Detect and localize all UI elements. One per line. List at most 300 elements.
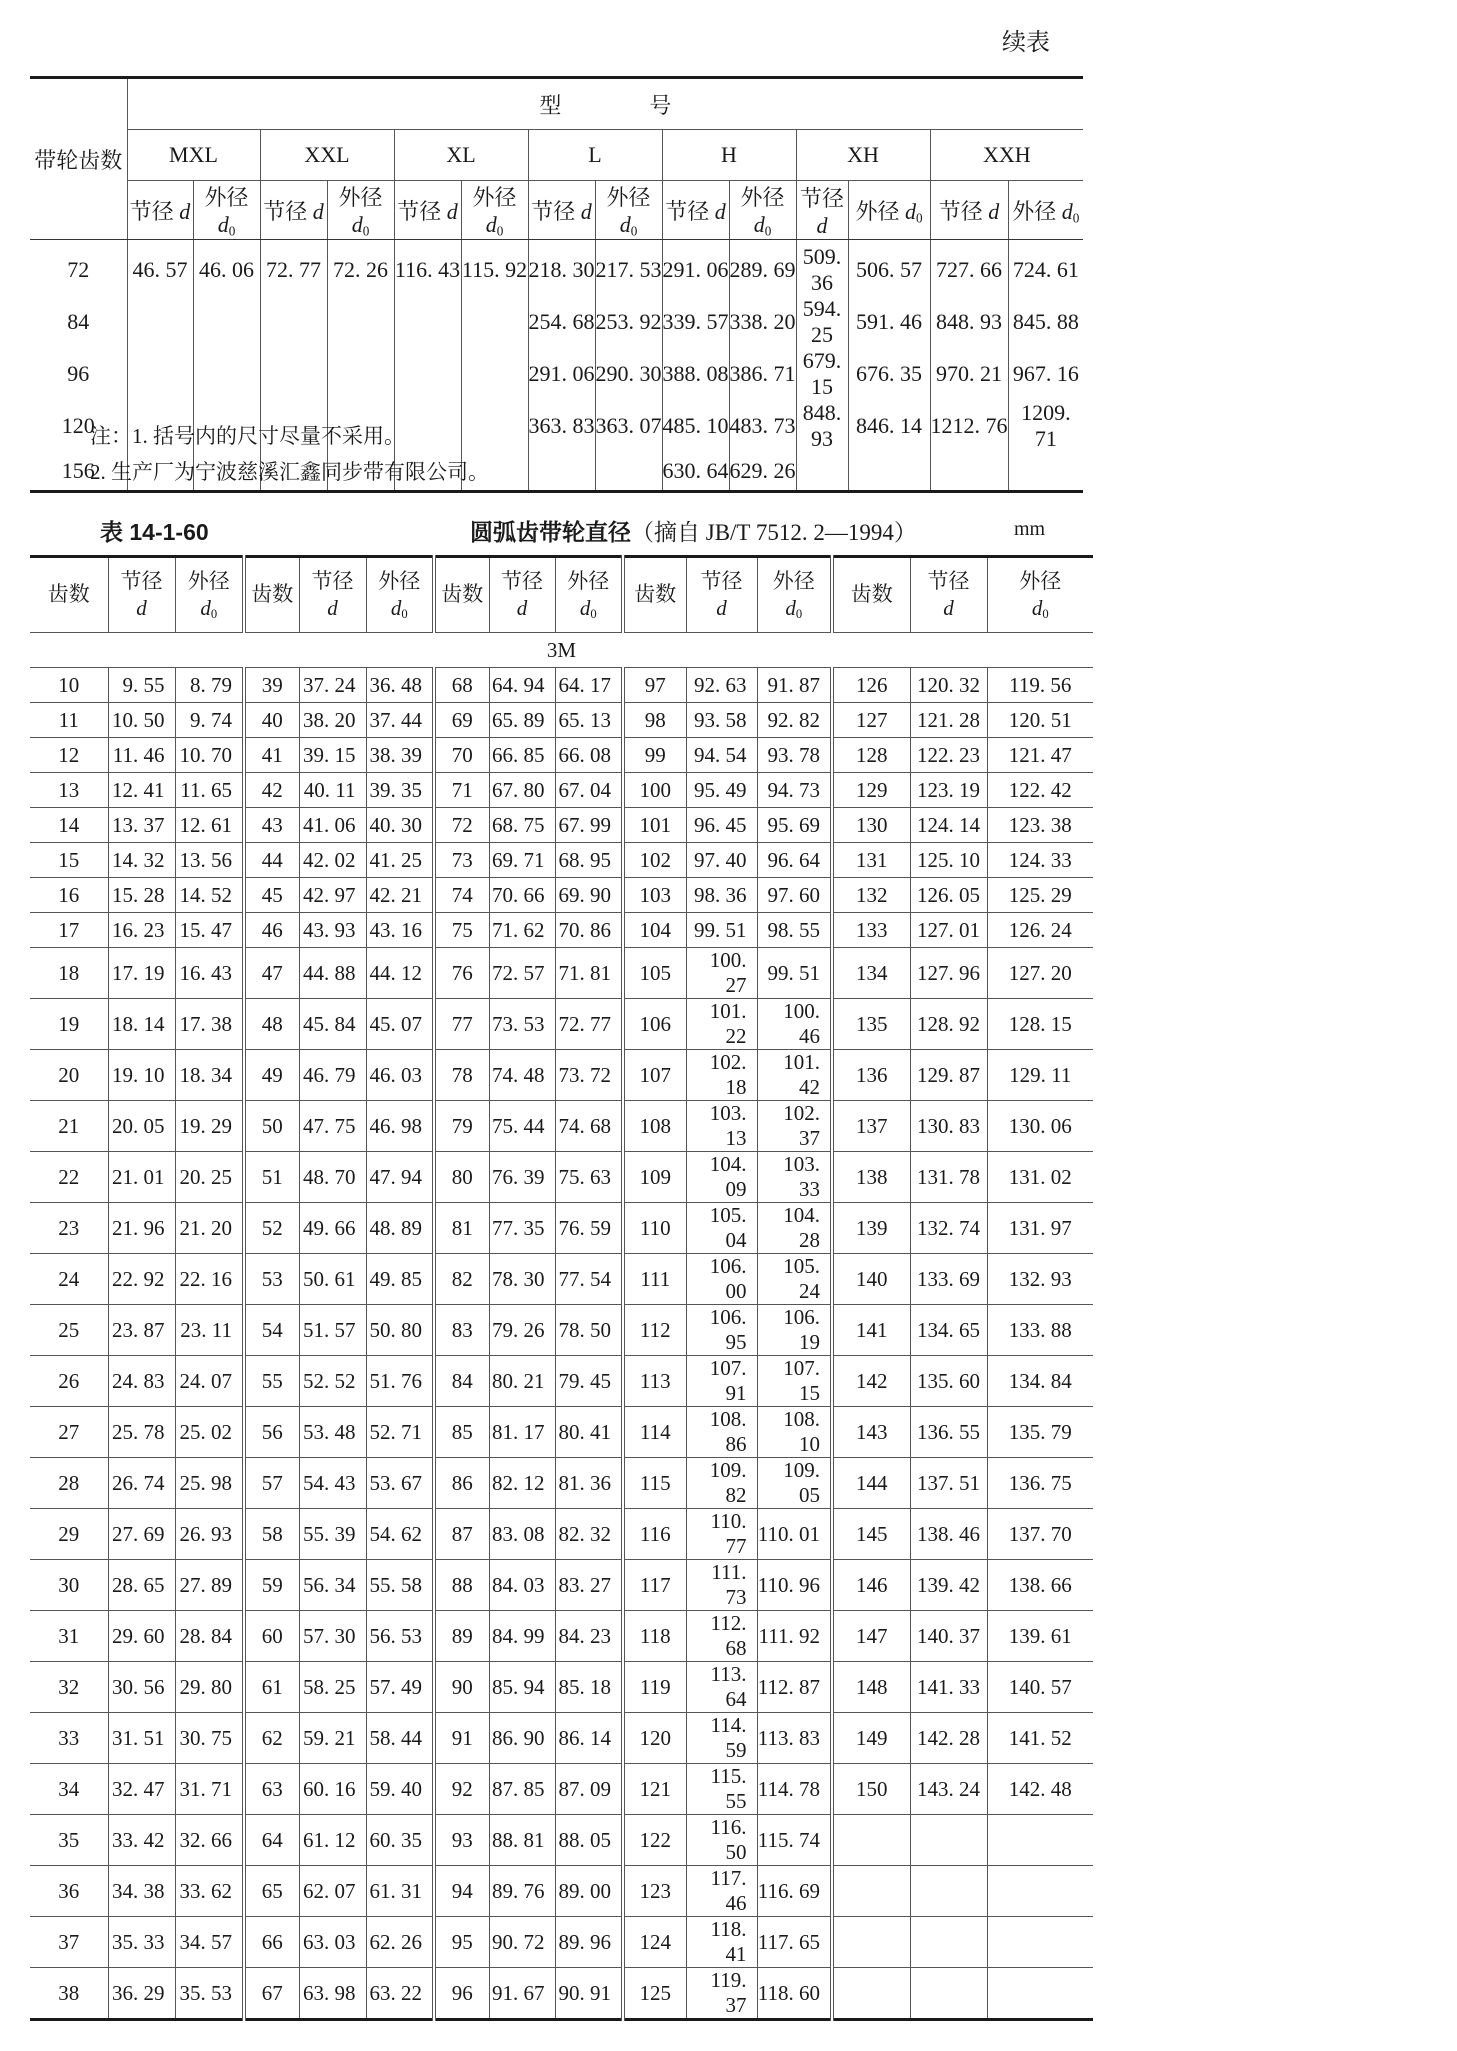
pitch-diameter-cell: 87. 85: [489, 1764, 555, 1815]
pitch-diameter-cell: 848. 93: [930, 296, 1008, 348]
pitch-diameter-cell: 115. 55: [686, 1764, 757, 1815]
teeth-count: 118: [623, 1611, 686, 1662]
outer-diameter-cell: 83. 27: [555, 1560, 623, 1611]
outer-var: d: [579, 595, 591, 620]
outer-diameter-cell: 62. 26: [366, 1917, 434, 1968]
outer-var: d: [1031, 595, 1043, 620]
pitch-diameter-cell: 135. 60: [910, 1356, 987, 1407]
pitch-var: d: [516, 596, 528, 620]
outer-diameter-cell: 13. 56: [175, 843, 244, 878]
outer-diameter-cell: 81. 36: [555, 1458, 623, 1509]
teeth-count: 35: [30, 1815, 108, 1866]
outer-diameter-cell: 48. 89: [366, 1203, 434, 1254]
pitch-diameter-cell: 120. 32: [910, 668, 987, 703]
teeth-count: 33: [30, 1713, 108, 1764]
pitch-label: 节径: [397, 198, 442, 224]
teeth-count: 120: [623, 1713, 686, 1764]
pitch-diameter-cell: 42. 97: [299, 878, 366, 913]
table-row: [30, 1305, 1093, 1356]
pitch-diameter-cell: 11. 46: [108, 738, 175, 773]
outer-subscript: 0: [362, 223, 370, 239]
pitch-diameter-cell: 88. 81: [489, 1815, 555, 1866]
teeth-count: 95: [434, 1917, 489, 1968]
teeth-count: 139: [832, 1203, 910, 1254]
teeth-count: 79: [434, 1101, 489, 1152]
pitch-diameter-cell: 78. 30: [489, 1254, 555, 1305]
outer-diameter-cell: 31. 71: [175, 1764, 244, 1815]
teeth-count: 109: [623, 1152, 686, 1203]
pitch-diameter-cell: 108. 86: [686, 1407, 757, 1458]
outer-diameter-cell: 55. 58: [366, 1560, 434, 1611]
pitch-diameter-cell: [910, 1815, 987, 1866]
pitch-diameter-cell: 60. 16: [299, 1764, 366, 1815]
outer-diameter-cell: 39. 35: [366, 773, 434, 808]
teeth-count: 67: [244, 1968, 299, 2020]
outer-var: d: [200, 595, 211, 620]
teeth-count: [832, 1917, 910, 1968]
pitch-diameter-cell: 96. 45: [686, 808, 757, 843]
pitch-label: 节径: [700, 568, 743, 593]
teeth-count: 41: [244, 738, 299, 773]
outer-diameter-cell: 126. 24: [987, 913, 1093, 948]
outer-diameter-cell: 118. 60: [757, 1968, 832, 2020]
teeth-count: 119: [623, 1662, 686, 1713]
outer-diameter-cell: 100. 46: [757, 999, 832, 1050]
pitch-diameter-cell: 73. 53: [489, 999, 555, 1050]
table-row: [30, 348, 1083, 400]
pitch-diameter-cell: 84. 99: [489, 1611, 555, 1662]
pitch-diameter-cell: 57. 30: [299, 1611, 366, 1662]
outer-diameter-cell: 125. 29: [987, 878, 1093, 913]
outer-diameter-cell: 71. 81: [555, 948, 623, 999]
teeth-header: 齿数: [832, 557, 910, 633]
teeth-count: 144: [832, 1458, 910, 1509]
outer-label: 外径: [472, 185, 517, 210]
pitch-diameter-cell: 116. 50: [686, 1815, 757, 1866]
teeth-count: 13: [30, 773, 108, 808]
pitch-diameter-cell: 138. 46: [910, 1509, 987, 1560]
teeth-count: 96: [67, 361, 90, 387]
outer-diameter-cell: [1008, 452, 1083, 492]
outer-diameter-cell: 99. 51: [757, 948, 832, 999]
pitch-diameter-cell: 14. 32: [108, 843, 175, 878]
pitch-diameter-cell: 103. 13: [686, 1101, 757, 1152]
outer-diameter-cell: 94. 73: [757, 773, 832, 808]
teeth-count: 120: [61, 413, 95, 439]
teeth-count: 111: [623, 1254, 686, 1305]
pitch-label: 节径: [120, 568, 163, 593]
outer-diameter-cell: 123. 38: [987, 808, 1093, 843]
outer-diameter-cell: [595, 452, 662, 492]
pitch-diameter-cell: 133. 69: [910, 1254, 987, 1305]
pitch-label: 节径: [263, 198, 308, 224]
outer-diameter-cell: 110. 96: [757, 1560, 832, 1611]
outer-diameter-cell: 136. 75: [987, 1458, 1093, 1509]
teeth-count: 124: [623, 1917, 686, 1968]
outer-diameter-cell: [848, 452, 930, 492]
teeth-count: 25: [30, 1305, 108, 1356]
teeth-count: 34: [30, 1764, 108, 1815]
pitch-label: 节径: [665, 198, 710, 224]
pitch-diameter-header: [127, 181, 193, 240]
outer-diameter-cell: 130. 06: [987, 1101, 1093, 1152]
table-row: [30, 1611, 1093, 1662]
outer-label: 外径: [338, 185, 383, 210]
pitch-diameter-cell: 485. 10: [662, 400, 729, 452]
pitch-label: 节径: [938, 198, 983, 224]
outer-diameter-cell: 11. 65: [175, 773, 244, 808]
outer-diameter-cell: 106. 19: [757, 1305, 832, 1356]
pitch-diameter-header: [299, 557, 366, 633]
pitch-diameter-cell: 102. 18: [686, 1050, 757, 1101]
teeth-count: 75: [434, 913, 489, 948]
pitch-var: d: [136, 596, 147, 620]
pitch-diameter-cell: 727. 66: [930, 240, 1008, 297]
outer-diameter-cell: 28. 84: [175, 1611, 244, 1662]
pitch-diameter-cell: 131. 78: [910, 1152, 987, 1203]
outer-diameter-cell: 138. 66: [987, 1560, 1093, 1611]
pitch-diameter-cell: 134. 65: [910, 1305, 987, 1356]
outer-diameter-cell: 10. 70: [175, 738, 244, 773]
pitch-diameter-cell: 86. 90: [489, 1713, 555, 1764]
outer-diameter-cell: 67. 99: [555, 808, 623, 843]
outer-diameter-cell: 37. 44: [366, 703, 434, 738]
pitch-diameter-header: [260, 181, 327, 240]
pitch-diameter-cell: 13. 37: [108, 808, 175, 843]
teeth-count: 10: [30, 668, 108, 703]
outer-diameter-cell: [193, 296, 260, 348]
pitch-diameter-cell: 218. 30: [528, 240, 595, 297]
outer-diameter-header: [848, 181, 930, 240]
outer-diameter-cell: 96. 64: [757, 843, 832, 878]
pitch-diameter-cell: 509. 36: [796, 240, 848, 297]
teeth-count: 138: [832, 1152, 910, 1203]
outer-diameter-cell: 75. 63: [555, 1152, 623, 1203]
outer-diameter-cell: 20. 25: [175, 1152, 244, 1203]
section-label-3m: 3M: [30, 633, 1093, 668]
outer-diameter-cell: 30. 75: [175, 1713, 244, 1764]
outer-diameter-cell: 43. 16: [366, 913, 434, 948]
outer-diameter-cell: 967. 16: [1008, 348, 1083, 400]
teeth-count: 133: [832, 913, 910, 948]
pitch-diameter-cell: 137. 51: [910, 1458, 987, 1509]
pitch-diameter-cell: 254. 68: [528, 296, 595, 348]
outer-diameter-cell: 103. 33: [757, 1152, 832, 1203]
teeth-count: 56: [244, 1407, 299, 1458]
pitch-diameter-cell: 46. 79: [299, 1050, 366, 1101]
pitch-diameter-cell: 127. 01: [910, 913, 987, 948]
pitch-diameter-cell: 74. 48: [489, 1050, 555, 1101]
teeth-count: 45: [244, 878, 299, 913]
teeth-count: 106: [623, 999, 686, 1050]
outer-diameter-cell: 121. 47: [987, 738, 1093, 773]
outer-diameter-cell: 18. 34: [175, 1050, 244, 1101]
outer-diameter-cell: 80. 41: [555, 1407, 623, 1458]
table-row: [30, 1917, 1093, 1968]
outer-var: d: [785, 595, 796, 620]
outer-diameter-cell: 19. 29: [175, 1101, 244, 1152]
teeth-count: 47: [244, 948, 299, 999]
pitch-label: 节径: [531, 198, 576, 224]
outer-diameter-cell: [461, 348, 528, 400]
pitch-diameter-cell: 291. 06: [528, 348, 595, 400]
arc-tooth-pulley-table: [30, 555, 1093, 2021]
teeth-count: 59: [244, 1560, 299, 1611]
pitch-diameter-cell: 1212. 76: [930, 400, 1008, 452]
outer-diameter-cell: 386. 71: [729, 348, 796, 400]
table-row: [30, 738, 1093, 773]
teeth-count: 14: [30, 808, 108, 843]
outer-diameter-cell: 124. 33: [987, 843, 1093, 878]
outer-diameter-header: [461, 181, 528, 240]
outer-diameter-cell: 134. 84: [987, 1356, 1093, 1407]
teeth-header: 齿数: [244, 557, 299, 633]
outer-diameter-cell: 26. 93: [175, 1509, 244, 1560]
pitch-diameter-cell: 35. 33: [108, 1917, 175, 1968]
outer-diameter-cell: 38. 39: [366, 738, 434, 773]
teeth-count: 27: [30, 1407, 108, 1458]
outer-subscript: 0: [228, 223, 236, 239]
pitch-diameter-cell: 107. 91: [686, 1356, 757, 1407]
outer-diameter-cell: 127. 20: [987, 948, 1093, 999]
pitch-diameter-cell: [127, 296, 193, 348]
outer-diameter-cell: [327, 348, 394, 400]
outer-var: d: [390, 595, 402, 620]
outer-diameter-cell: 36. 48: [366, 668, 434, 703]
teeth-count: 135: [832, 999, 910, 1050]
pitch-diameter-cell: 127. 96: [910, 948, 987, 999]
pitch-diameter-cell: 129. 87: [910, 1050, 987, 1101]
pitch-diameter-cell: 594. 25: [796, 296, 848, 348]
pitch-diameter-header: [662, 181, 729, 240]
outer-diameter-cell: 676. 35: [848, 348, 930, 400]
table-row: [30, 1203, 1093, 1254]
teeth-count: 18: [30, 948, 108, 999]
outer-diameter-cell: 290. 30: [595, 348, 662, 400]
outer-diameter-cell: 40. 30: [366, 808, 434, 843]
outer-diameter-cell: 629. 26: [729, 452, 796, 492]
teeth-count: 73: [434, 843, 489, 878]
pitch-diameter-cell: 45. 84: [299, 999, 366, 1050]
pitch-diameter-cell: 23. 87: [108, 1305, 175, 1356]
pitch-var: d: [816, 212, 828, 238]
pitch-diameter-cell: 42. 02: [299, 843, 366, 878]
teeth-count: 42: [244, 773, 299, 808]
pitch-diameter-cell: [910, 1968, 987, 2020]
teeth-count: 143: [832, 1407, 910, 1458]
pitch-diameter-cell: 99. 51: [686, 913, 757, 948]
pitch-diameter-cell: [910, 1866, 987, 1917]
pitch-diameter-cell: 58. 25: [299, 1662, 366, 1713]
pitch-diameter-cell: 44. 88: [299, 948, 366, 999]
outer-diameter-header: [175, 557, 244, 633]
outer-label: 外径: [378, 568, 421, 593]
pitch-diameter-cell: 56. 34: [299, 1560, 366, 1611]
teeth-count: 102: [623, 843, 686, 878]
pitch-diameter-cell: 67. 80: [489, 773, 555, 808]
outer-diameter-cell: 253. 92: [595, 296, 662, 348]
pitch-diameter-cell: 388. 08: [662, 348, 729, 400]
teeth-count: 83: [434, 1305, 489, 1356]
outer-diameter-cell: 29. 80: [175, 1662, 244, 1713]
teeth-count: 30: [30, 1560, 108, 1611]
outer-diameter-cell: 91. 87: [757, 668, 832, 703]
pitch-diameter-cell: 16. 23: [108, 913, 175, 948]
outer-diameter-header: [595, 181, 662, 240]
outer-label: 外径: [1019, 568, 1062, 593]
teeth-count: 15: [30, 843, 108, 878]
outer-diameter-cell: 88. 05: [555, 1815, 623, 1866]
pitch-diameter-cell: 75. 44: [489, 1101, 555, 1152]
teeth-count: 26: [30, 1356, 108, 1407]
outer-diameter-cell: 89. 00: [555, 1866, 623, 1917]
outer-diameter-cell: 84. 23: [555, 1611, 623, 1662]
outer-diameter-cell: 132. 93: [987, 1254, 1093, 1305]
type-header: H: [662, 130, 796, 181]
teeth-count: 44: [244, 843, 299, 878]
teeth-count: 137: [832, 1101, 910, 1152]
note-2: 2. 生产厂为宁波慈溪汇鑫同步带有限公司。: [90, 460, 489, 484]
outer-diameter-cell: [461, 296, 528, 348]
pitch-diameter-cell: 17. 19: [108, 948, 175, 999]
table-row: [30, 878, 1093, 913]
outer-diameter-cell: 217. 53: [595, 240, 662, 297]
pitch-diameter-cell: 76. 39: [489, 1152, 555, 1203]
outer-diameter-cell: 93. 78: [757, 738, 832, 773]
outer-diameter-cell: 87. 09: [555, 1764, 623, 1815]
outer-label: 外径: [606, 185, 651, 210]
pitch-diameter-cell: 39. 15: [299, 738, 366, 773]
teeth-count: 88: [434, 1560, 489, 1611]
outer-diameter-cell: 21. 20: [175, 1203, 244, 1254]
pitch-var: d: [327, 596, 338, 620]
pitch-diameter-cell: [127, 348, 193, 400]
teeth-count: [832, 1968, 910, 2020]
pitch-diameter-cell: 679. 15: [796, 348, 848, 400]
outer-diameter-cell: 25. 98: [175, 1458, 244, 1509]
outer-diameter-cell: 115. 92: [461, 240, 528, 297]
pitch-diameter-cell: [394, 296, 461, 348]
pitch-diameter-cell: 40. 11: [299, 773, 366, 808]
table-title-text: 圆弧齿带轮直径: [470, 519, 631, 545]
outer-diameter-cell: 65. 13: [555, 703, 623, 738]
outer-diameter-cell: 289. 69: [729, 240, 796, 297]
outer-diameter-cell: 52. 71: [366, 1407, 434, 1458]
teeth-count: 70: [434, 738, 489, 773]
pitch-diameter-cell: 80. 21: [489, 1356, 555, 1407]
teeth-count: 110: [623, 1203, 686, 1254]
table-row: [30, 1866, 1093, 1917]
teeth-count: 74: [434, 878, 489, 913]
pitch-diameter-cell: 63. 03: [299, 1917, 366, 1968]
teeth-count: 60: [244, 1611, 299, 1662]
pitch-diameter-cell: 71. 62: [489, 913, 555, 948]
pitch-diameter-cell: [260, 348, 327, 400]
teeth-count: 150: [832, 1764, 910, 1815]
table-title-source: （摘自 JB/T 7512. 2—1994）: [631, 520, 917, 545]
outer-diameter-header: [729, 181, 796, 240]
outer-diameter-cell: 46. 98: [366, 1101, 434, 1152]
outer-diameter-cell: 67. 04: [555, 773, 623, 808]
pitch-diameter-cell: 116. 43: [394, 240, 461, 297]
pitch-diameter-cell: 64. 94: [489, 668, 555, 703]
pitch-diameter-cell: 62. 07: [299, 1866, 366, 1917]
note-1: 注：1. 括号内的尺寸尽量不采用。: [90, 424, 405, 448]
teeth-count: 38: [30, 1968, 108, 2020]
pitch-diameter-header: [394, 181, 461, 240]
teeth-count: 98: [623, 703, 686, 738]
teeth-count: 64: [244, 1815, 299, 1866]
pitch-diameter-cell: [394, 348, 461, 400]
pitch-diameter-cell: 112. 68: [686, 1611, 757, 1662]
outer-var: d: [753, 212, 765, 237]
table-row: [30, 1713, 1093, 1764]
outer-diameter-cell: 35. 53: [175, 1968, 244, 2020]
outer-diameter-cell: 74. 68: [555, 1101, 623, 1152]
outer-diameter-cell: 76. 59: [555, 1203, 623, 1254]
outer-diameter-cell: 32. 66: [175, 1815, 244, 1866]
pitch-var: d: [716, 596, 727, 620]
pitch-diameter-cell: 72. 57: [489, 948, 555, 999]
table1-header: [30, 78, 1083, 240]
pitch-diameter-cell: 27. 69: [108, 1509, 175, 1560]
outer-diameter-cell: 41. 25: [366, 843, 434, 878]
teeth-count: 90: [434, 1662, 489, 1713]
table-row: [30, 1509, 1093, 1560]
pitch-diameter-cell: 50. 61: [299, 1254, 366, 1305]
outer-subscript: 0: [795, 607, 803, 622]
outer-diameter-cell: 9. 74: [175, 703, 244, 738]
outer-diameter-cell: 33. 62: [175, 1866, 244, 1917]
outer-diameter-cell: 133. 88: [987, 1305, 1093, 1356]
table-row: [30, 1152, 1093, 1203]
outer-diameter-cell: 47. 94: [366, 1152, 434, 1203]
outer-label: 外径: [187, 568, 230, 593]
outer-diameter-cell: 92. 82: [757, 703, 832, 738]
pitch-diameter-cell: 92. 63: [686, 668, 757, 703]
outer-diameter-cell: 15. 47: [175, 913, 244, 948]
teeth-count: 91: [434, 1713, 489, 1764]
outer-subscript: 0: [210, 607, 218, 622]
outer-diameter-cell: 111. 92: [757, 1611, 832, 1662]
pitch-diameter-cell: 51. 57: [299, 1305, 366, 1356]
teeth-count: 28: [30, 1458, 108, 1509]
teeth-count: 125: [623, 1968, 686, 2020]
pitch-diameter-cell: 98. 36: [686, 878, 757, 913]
outer-diameter-cell: [987, 1866, 1093, 1917]
teeth-count: 78: [434, 1050, 489, 1101]
pitch-diameter-cell: 61. 12: [299, 1815, 366, 1866]
teeth-count: 77: [434, 999, 489, 1050]
pitch-diameter-cell: 122. 23: [910, 738, 987, 773]
outer-diameter-cell: 49. 85: [366, 1254, 434, 1305]
teeth-count: 32: [30, 1662, 108, 1713]
outer-diameter-cell: 116. 69: [757, 1866, 832, 1917]
outer-diameter-cell: 64. 17: [555, 668, 623, 703]
pitch-diameter-cell: 33. 42: [108, 1815, 175, 1866]
teeth-count: 122: [623, 1815, 686, 1866]
pitch-diameter-cell: 19. 10: [108, 1050, 175, 1101]
pitch-diameter-cell: 30. 56: [108, 1662, 175, 1713]
table-row: [30, 948, 1093, 999]
pitch-diameter-cell: 81. 17: [489, 1407, 555, 1458]
outer-diameter-cell: 42. 21: [366, 878, 434, 913]
pitch-diameter-cell: 41. 06: [299, 808, 366, 843]
teeth-count: 113: [623, 1356, 686, 1407]
outer-diameter-cell: 59. 40: [366, 1764, 434, 1815]
teeth-count: 63: [244, 1764, 299, 1815]
table-row: [30, 1764, 1093, 1815]
